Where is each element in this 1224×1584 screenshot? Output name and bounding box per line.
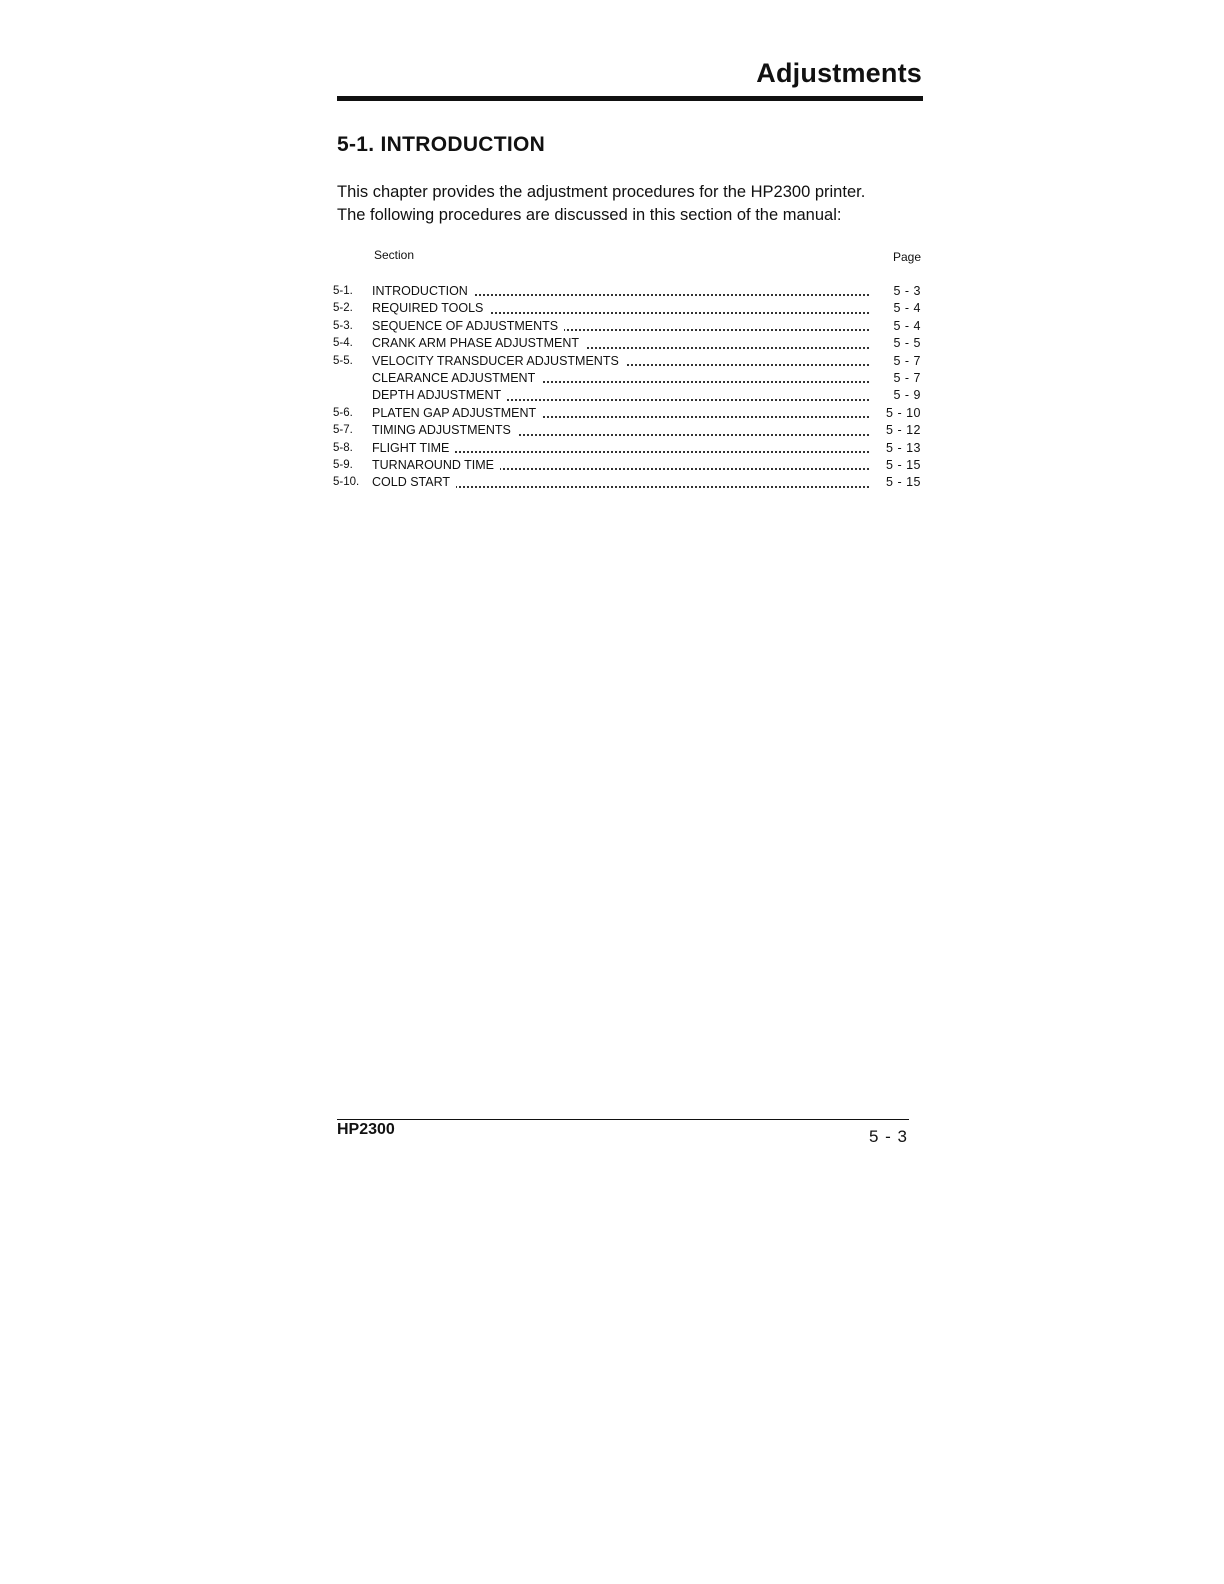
toc-entry	[333, 440, 921, 457]
toc-entry-number: 5-8.	[333, 441, 353, 454]
toc-entry-page: 5 - 13	[886, 440, 921, 455]
toc-entry-title: PLATEN GAP ADJUSTMENT	[372, 406, 542, 420]
toc-entry	[333, 335, 921, 352]
footer-rule	[337, 1119, 909, 1120]
intro-line: This chapter provides the adjustment procedures for the HP2300 printer.	[337, 183, 866, 201]
toc-entry-title: COLD START	[372, 475, 456, 489]
toc-entry	[333, 353, 921, 370]
toc-entry-page: 5 - 10	[886, 405, 921, 420]
toc-entry	[333, 457, 921, 474]
toc-entry-title: TIMING ADJUSTMENTS	[372, 423, 517, 437]
toc-entry-number: 5-9.	[333, 458, 353, 471]
toc-entry-number: 5-5.	[333, 354, 353, 367]
footer-model-name: HP2300	[337, 1121, 395, 1138]
toc-entry-page: 5 - 4	[893, 318, 921, 333]
toc-entry	[333, 318, 921, 335]
intro-paragraph	[337, 181, 927, 227]
toc-entry-page: 5 - 15	[886, 457, 921, 472]
toc-entry-page: 5 - 7	[893, 353, 921, 368]
toc-entry-page: 5 - 15	[886, 475, 921, 490]
toc-entry-title: DEPTH ADJUSTMENT	[372, 388, 507, 402]
toc-entry	[333, 300, 921, 317]
toc-entry	[333, 405, 921, 422]
toc-entry-title: CLEARANCE ADJUSTMENT	[372, 371, 541, 385]
toc-entry-page: 5 - 9	[893, 388, 921, 403]
toc-entry-page: 5 - 7	[893, 370, 921, 385]
toc-subentry	[333, 387, 921, 404]
toc-entry-number: 5-4.	[333, 337, 353, 350]
footer-page-number: 5 - 3	[868, 1127, 908, 1146]
toc-column-header-page: Page	[892, 250, 921, 264]
toc-entry-page: 5 - 4	[893, 301, 921, 316]
toc-entry-title: TURNAROUND TIME	[372, 458, 500, 472]
toc-entry	[333, 474, 921, 491]
chapter-title: Adjustments	[756, 58, 922, 88]
toc-column-header-section: Section	[374, 248, 415, 262]
toc-entry-number: 5-3.	[333, 319, 353, 332]
title-rule	[337, 96, 923, 101]
toc-entry-number: 5-2.	[333, 302, 353, 315]
intro-line: The following procedures are discussed in this section of the manual:	[337, 206, 842, 224]
table-of-contents	[333, 283, 921, 492]
toc-entry-title: FLIGHT TIME	[372, 441, 455, 455]
toc-entry-number: 5-1.	[333, 285, 353, 297]
toc-entry-title: INTRODUCTION	[372, 284, 474, 298]
toc-entry-title: SEQUENCE OF ADJUSTMENTS	[372, 319, 564, 333]
toc-entry	[333, 422, 921, 439]
toc-entry-page: 5 - 5	[893, 336, 921, 351]
toc-entry-title: CRANK ARM PHASE ADJUSTMENT	[372, 336, 585, 350]
toc-entry-number: 5-7.	[333, 424, 353, 437]
section-heading: 5-1. INTRODUCTION	[337, 133, 546, 156]
toc-entry	[333, 283, 921, 300]
toc-subentry	[333, 370, 921, 387]
toc-entry-title: REQUIRED TOOLS	[372, 301, 489, 315]
toc-entry-page: 5 - 3	[893, 284, 921, 298]
toc-entry-number: 5-6.	[333, 406, 353, 419]
toc-entry-number: 5-10.	[333, 476, 360, 489]
toc-entry-title: VELOCITY TRANSDUCER ADJUSTMENTS	[372, 354, 625, 368]
toc-entry-page: 5 - 12	[886, 423, 921, 438]
